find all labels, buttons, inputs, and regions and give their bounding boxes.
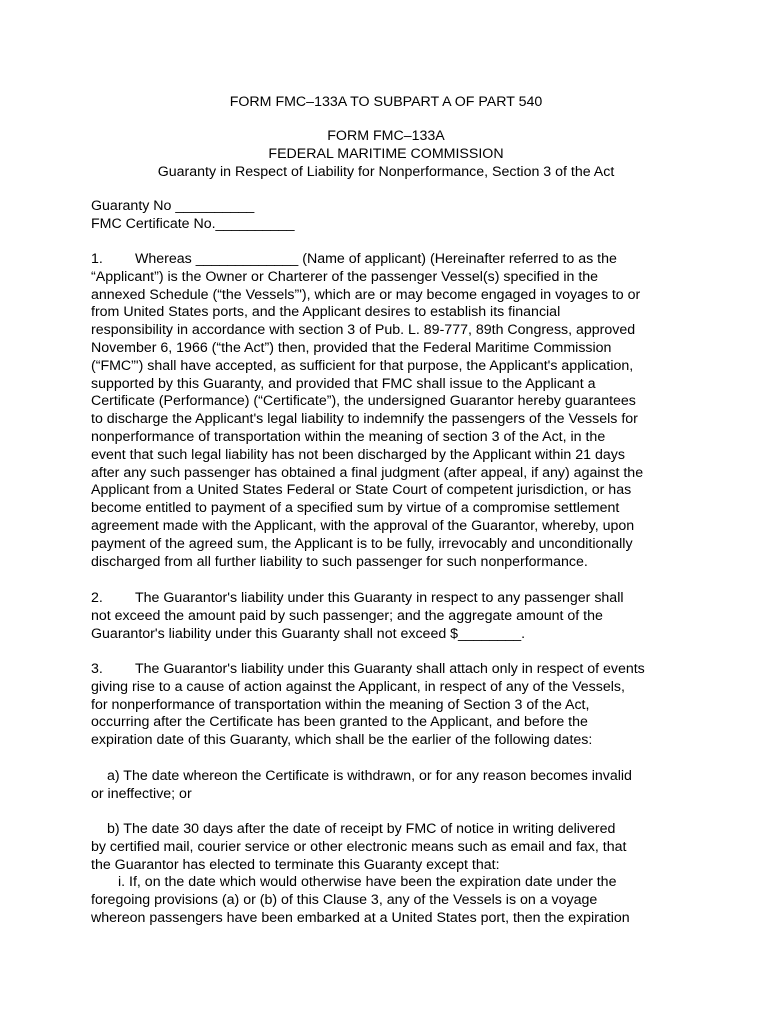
clause-line: the Guarantor has elected to terminate this Guaranty except that:	[91, 856, 500, 873]
paragraph-line: 3. The Guarantor's liability under this Guaranty shall attach only in respect of events	[91, 661, 645, 677]
paragraph-line: Certificate (Performance) (“Certificate”), the undersigned Guarantor hereby guarantees	[91, 393, 636, 410]
clause-line: b) The date 30 days after the date of receipt by FMC of notice in writing delivered	[107, 821, 616, 837]
clause-b	[91, 821, 691, 928]
certificate-number-field: FMC Certificate No.__________	[91, 215, 295, 232]
paragraph-3	[91, 661, 691, 750]
paragraph-line: nonperformance of transportation within the meaning of section 3 of the Act, in the	[91, 428, 606, 445]
agency-name: FEDERAL MARITIME COMMISSION	[268, 145, 504, 162]
paragraph-line: payment of the agreed sum, the Applicant is to be fully, irrevocably and unconditionally	[91, 535, 633, 552]
paragraph-line: November 6, 1966 (“the Act”) then, provided that the Federal Maritime Commission	[91, 339, 612, 356]
paragraph-line: 2. The Guarantor's liability under this Guaranty in respect to any passenger shall	[91, 590, 624, 606]
clause-line: a) The date whereon the Certificate is withdrawn, or for any reason becomes invalid	[107, 768, 632, 784]
sub-clause-line: foregoing provisions (a) or (b) of this Clause 3, any of the Vessels is on a voyage	[91, 892, 598, 909]
form-name: FORM FMC–133A	[327, 128, 445, 144]
paragraph-line: event that such legal liability has not been discharged by the Applicant within 21 days	[91, 446, 625, 463]
form-subtitle: Guaranty in Respect of Liability for Nonperformance, Section 3 of the Act	[157, 163, 615, 180]
paragraph-line: from United States ports, and the Applicant desires to establish its financial	[91, 304, 561, 321]
paragraph-line: responsibility in accordance with section 3 of Pub. L. 89-777, 89th Congress, approved	[91, 322, 636, 339]
paragraph-2	[91, 590, 691, 643]
paragraph-line: become entitled to payment of a specified sum by virtue of a compromise settlement	[91, 500, 620, 517]
paragraph-line: occurring after the Certificate has been granted to the Applicant, and before the	[91, 714, 588, 731]
identifier-fields	[91, 198, 294, 234]
paragraph-line: 1. Whereas _____________ (Name of applicant) (Hereinafter referred to as the	[91, 251, 617, 267]
paragraph-line: discharged from all further liability to such passenger for such nonperformance.	[91, 553, 588, 570]
paragraph-line: to discharge the Applicant's legal liability to indemnify the passengers of the Vessels for	[91, 411, 638, 428]
clause-a	[91, 768, 691, 804]
paragraph-line: annexed Schedule (“the Vessels”'), which are or may become engaged in voyages to or	[91, 286, 641, 303]
paragraph-1	[91, 251, 691, 571]
paragraph-line: agreement made with the Applicant, with the approval of the Guarantor, whereby, upon	[91, 517, 635, 534]
paragraph-line: not exceed the amount paid by such passenger; and the aggregate amount of the	[91, 607, 603, 624]
sub-clause-line: whereon passengers have been embarked at a United States port, then the expiration	[91, 909, 630, 926]
paragraph-number: 3.	[91, 661, 103, 677]
paragraph-line: after any such passenger has obtained a final judgment (after appeal, if any) against the	[91, 464, 644, 481]
paragraph-line: (“FMC”') shall have accepted, as sufficient for that purpose, the Applicant's application,	[91, 357, 634, 374]
paragraph-number: 2.	[91, 590, 103, 606]
paragraph-line: giving rise to a cause of action against the Applicant, in respect of any of the Vessels,	[91, 678, 625, 695]
paragraph-line: supported by this Guaranty, and provided that FMC shall issue to the Applicant a	[91, 375, 596, 392]
form-title: FORM FMC–133A TO SUBPART A OF PART 540	[229, 94, 543, 110]
guaranty-number-field: Guaranty No __________	[91, 198, 255, 214]
sub-clause-line: i. If, on the date which would otherwise have been the expiration date under the	[118, 874, 617, 891]
form-heading	[91, 128, 681, 181]
paragraph-line: “Applicant”) is the Owner or Charterer of the passenger Vessel(s) specified in the	[91, 268, 599, 285]
clause-line: or ineffective; or	[91, 785, 192, 802]
clause-line: by certified mail, courier service or other electronic means such as email and fax, that	[91, 838, 627, 855]
paragraph-line: for nonperformance of transportation within the meaning of Section 3 of the Act,	[91, 696, 590, 713]
paragraph-line: Guarantor's liability under this Guaranty shall not exceed $________.	[91, 625, 526, 642]
paragraph-line: Applicant from a United States Federal or State Court of competent jurisdiction, or has	[91, 482, 632, 499]
paragraph-number: 1.	[91, 251, 103, 267]
paragraph-line: expiration date of this Guaranty, which shall be the earlier of the following dates:	[91, 732, 593, 749]
